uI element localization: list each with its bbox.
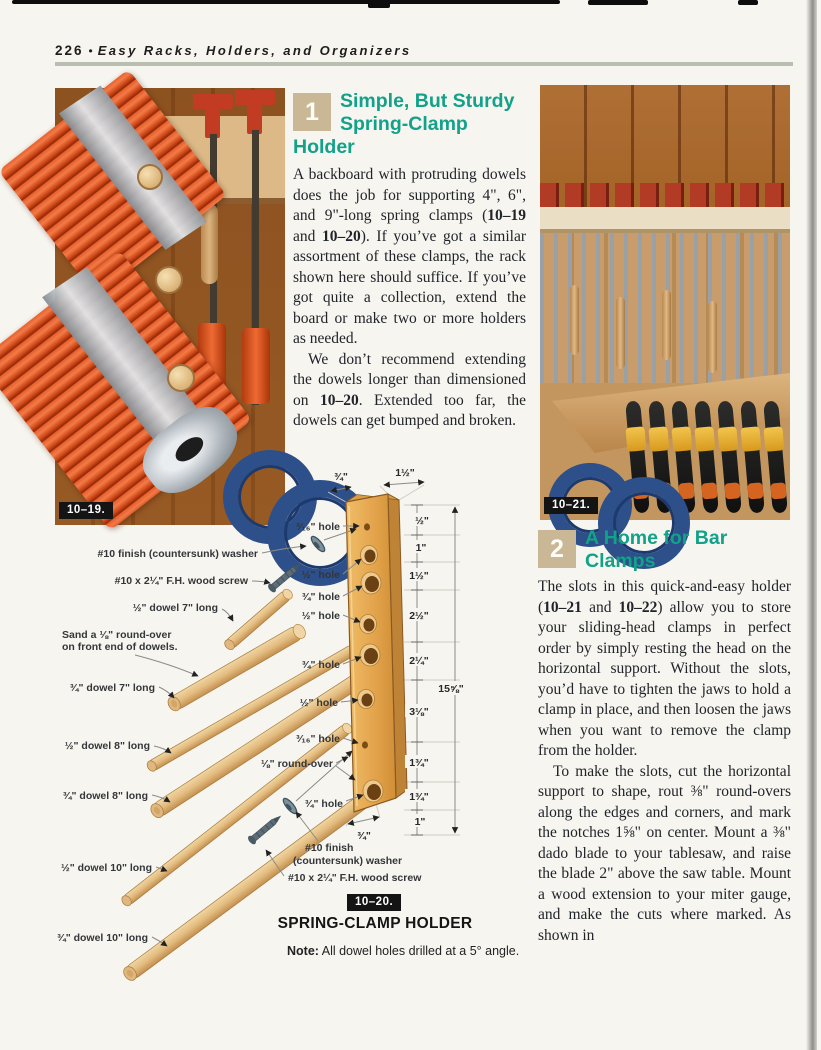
header-bullet: • (88, 44, 93, 58)
label-washer-bottom: (countersunk) washer (293, 855, 403, 867)
dowel-end (137, 164, 163, 190)
paragraph: We don’t recommend extending the dowels longer than dimensioned on 10–20. Extended too far, the dowels can get bumped and broken. (293, 350, 527, 429)
label-hole-threequarter: ¾" hole (304, 798, 343, 810)
scan-edge-artifact (738, 0, 758, 5)
label-screw-bottom: #10 x 2¼" F.H. wood screw (288, 872, 422, 884)
label-screw-top: #10 x 2¼" F.H. wood screw (114, 575, 248, 587)
scan-edge-artifact (12, 0, 560, 4)
label-sand-roundover: Sand a ⅛" round-over (62, 629, 172, 641)
label-dowel-half-8: ½" dowel 8" long (64, 740, 150, 752)
dim-bottom-width: ¾" (357, 830, 371, 842)
label-hole-half: ½" hole (301, 569, 340, 581)
label-hole-half: ½" hole (299, 697, 338, 709)
dim-half: ½" (415, 515, 429, 527)
dim-2quarter: 2¼" (409, 655, 429, 667)
dim-1half: 1½" (409, 570, 429, 582)
figure-label-10-19: 10–19. (59, 502, 113, 519)
dowel-end (167, 364, 195, 392)
dim-top-width: 1½" (395, 467, 415, 479)
clamp-wood-handle (662, 290, 671, 360)
clamp-wood-handle (616, 297, 625, 369)
scan-edge-artifact (368, 0, 390, 8)
clamp-wood-handle (708, 301, 717, 373)
paragraph: The slots in this quick-and-easy holder (10–21 and 10–22) allow you to store your sliding-head clamps in perfect order by simply resting the head on the horizontal support. Without the slots, you’d have to tighten the jaws to hold a clamp in place, and then loosen the jaws when you want to remove the clamp from the holder. (538, 578, 791, 759)
label-hole-316: ³⁄₁₆" hole (296, 521, 340, 533)
label-dowel-threequarter-10: ¾" dowel 10" long (56, 932, 148, 944)
figure-caption: SPRING-CLAMP HOLDER (277, 915, 473, 932)
note-text: All dowel holes drilled at a 5° angle. (318, 944, 520, 958)
label-dowel-threequarter-8: ¾" dowel 8" long (62, 790, 148, 802)
dim-2half: 2½" (409, 610, 429, 622)
backboard (346, 494, 407, 812)
article-body (538, 577, 791, 946)
bar-clamp-head (193, 94, 233, 109)
label-hole-threequarter: ¾" hole (301, 659, 340, 671)
article-body (293, 165, 526, 432)
note-label: Note: (287, 944, 319, 958)
chapter-title: Easy Racks, Holders, and Organizers (97, 43, 412, 58)
dim-top-depth: ¾" (334, 471, 348, 483)
dim-1threequarter: 1¾" (409, 791, 429, 803)
wood-screw-top (266, 560, 304, 594)
page-number: 226 (55, 43, 84, 58)
dim-1threequarter: 1¾" (409, 757, 429, 769)
bar-clamp-head (235, 90, 275, 105)
label-hole-316: ³⁄₁₆" hole (296, 733, 340, 745)
paragraph: A backboard with protruding dowels does the job for supporting 4", 6", and 9"-long spring clamps (10–19 and 10–20). If you’ve got a similar assortment of these clamps, the rack shown here should suffice. If you’ve got quite a collection, extend the board or make two or more holders as needed. (293, 166, 526, 347)
label-sand-roundover: on front end of dowels. (62, 641, 178, 653)
clamp-jaw (242, 328, 270, 404)
dim-1: 1" (415, 542, 427, 554)
figure-label-10-20: 10–20. (347, 894, 401, 911)
scan-edge-artifact (588, 0, 648, 5)
clamp-wood-handle (570, 285, 579, 355)
clamp-grip-handle (694, 401, 719, 514)
finish-washer-top (309, 534, 327, 553)
article-title: A Home for Bar Clamps (585, 527, 728, 572)
page-edge (806, 0, 817, 1050)
label-washer-top: #10 finish (countersunk) washer (97, 548, 258, 560)
label-roundover: ⅛" round-over (260, 758, 333, 770)
clamp-wood-handle (201, 204, 218, 284)
figure-note (287, 944, 519, 958)
clamp-grip-handle (740, 401, 765, 514)
article-title: Simple, But Sturdy Spring-Clamp Holder (293, 90, 515, 158)
paragraph: To make the slots, cut the horizontal support to shape, rout ⅜" round-overs along the edges and corners, and mark the notches 1⅝" on center. Mount a ⅜" dado blade to your tablesaw, and raise the blade 2" above the saw table. Mount a wood extension to your miter gauge, and make the cuts where marked. As shown in (538, 762, 791, 944)
holder-rail (540, 207, 790, 233)
figure-label-10-21: 10–21. (544, 497, 598, 514)
wood-screw-bottom (246, 812, 284, 846)
article-bar-clamp-home (538, 527, 791, 946)
clamp-grip-handle (763, 401, 788, 514)
dim-overall: 15⅝" (438, 683, 464, 695)
section-number-badge: 2 (538, 530, 576, 568)
label-dowel-threequarter-7: ¾" dowel 7" long (69, 682, 155, 694)
label-dowel-half-10: ½" dowel 10" long (60, 862, 152, 874)
clamp-grip-handle (717, 401, 742, 514)
label-washer-bottom: #10 finish (305, 842, 354, 854)
header-rule (55, 62, 793, 66)
label-dowel-half-7: ½" dowel 7" long (132, 602, 218, 614)
photo-bar-clamps (540, 85, 790, 520)
dim-1: 1" (414, 816, 426, 828)
running-header (55, 42, 795, 60)
label-hole-half: ½" hole (301, 610, 340, 622)
label-hole-threequarter: ¾" hole (301, 591, 340, 603)
dim-3eighth: 3⅛" (409, 706, 429, 718)
dowel-end (155, 266, 183, 294)
section-number-badge: 1 (293, 93, 331, 131)
article-spring-clamp-holder (293, 90, 526, 432)
